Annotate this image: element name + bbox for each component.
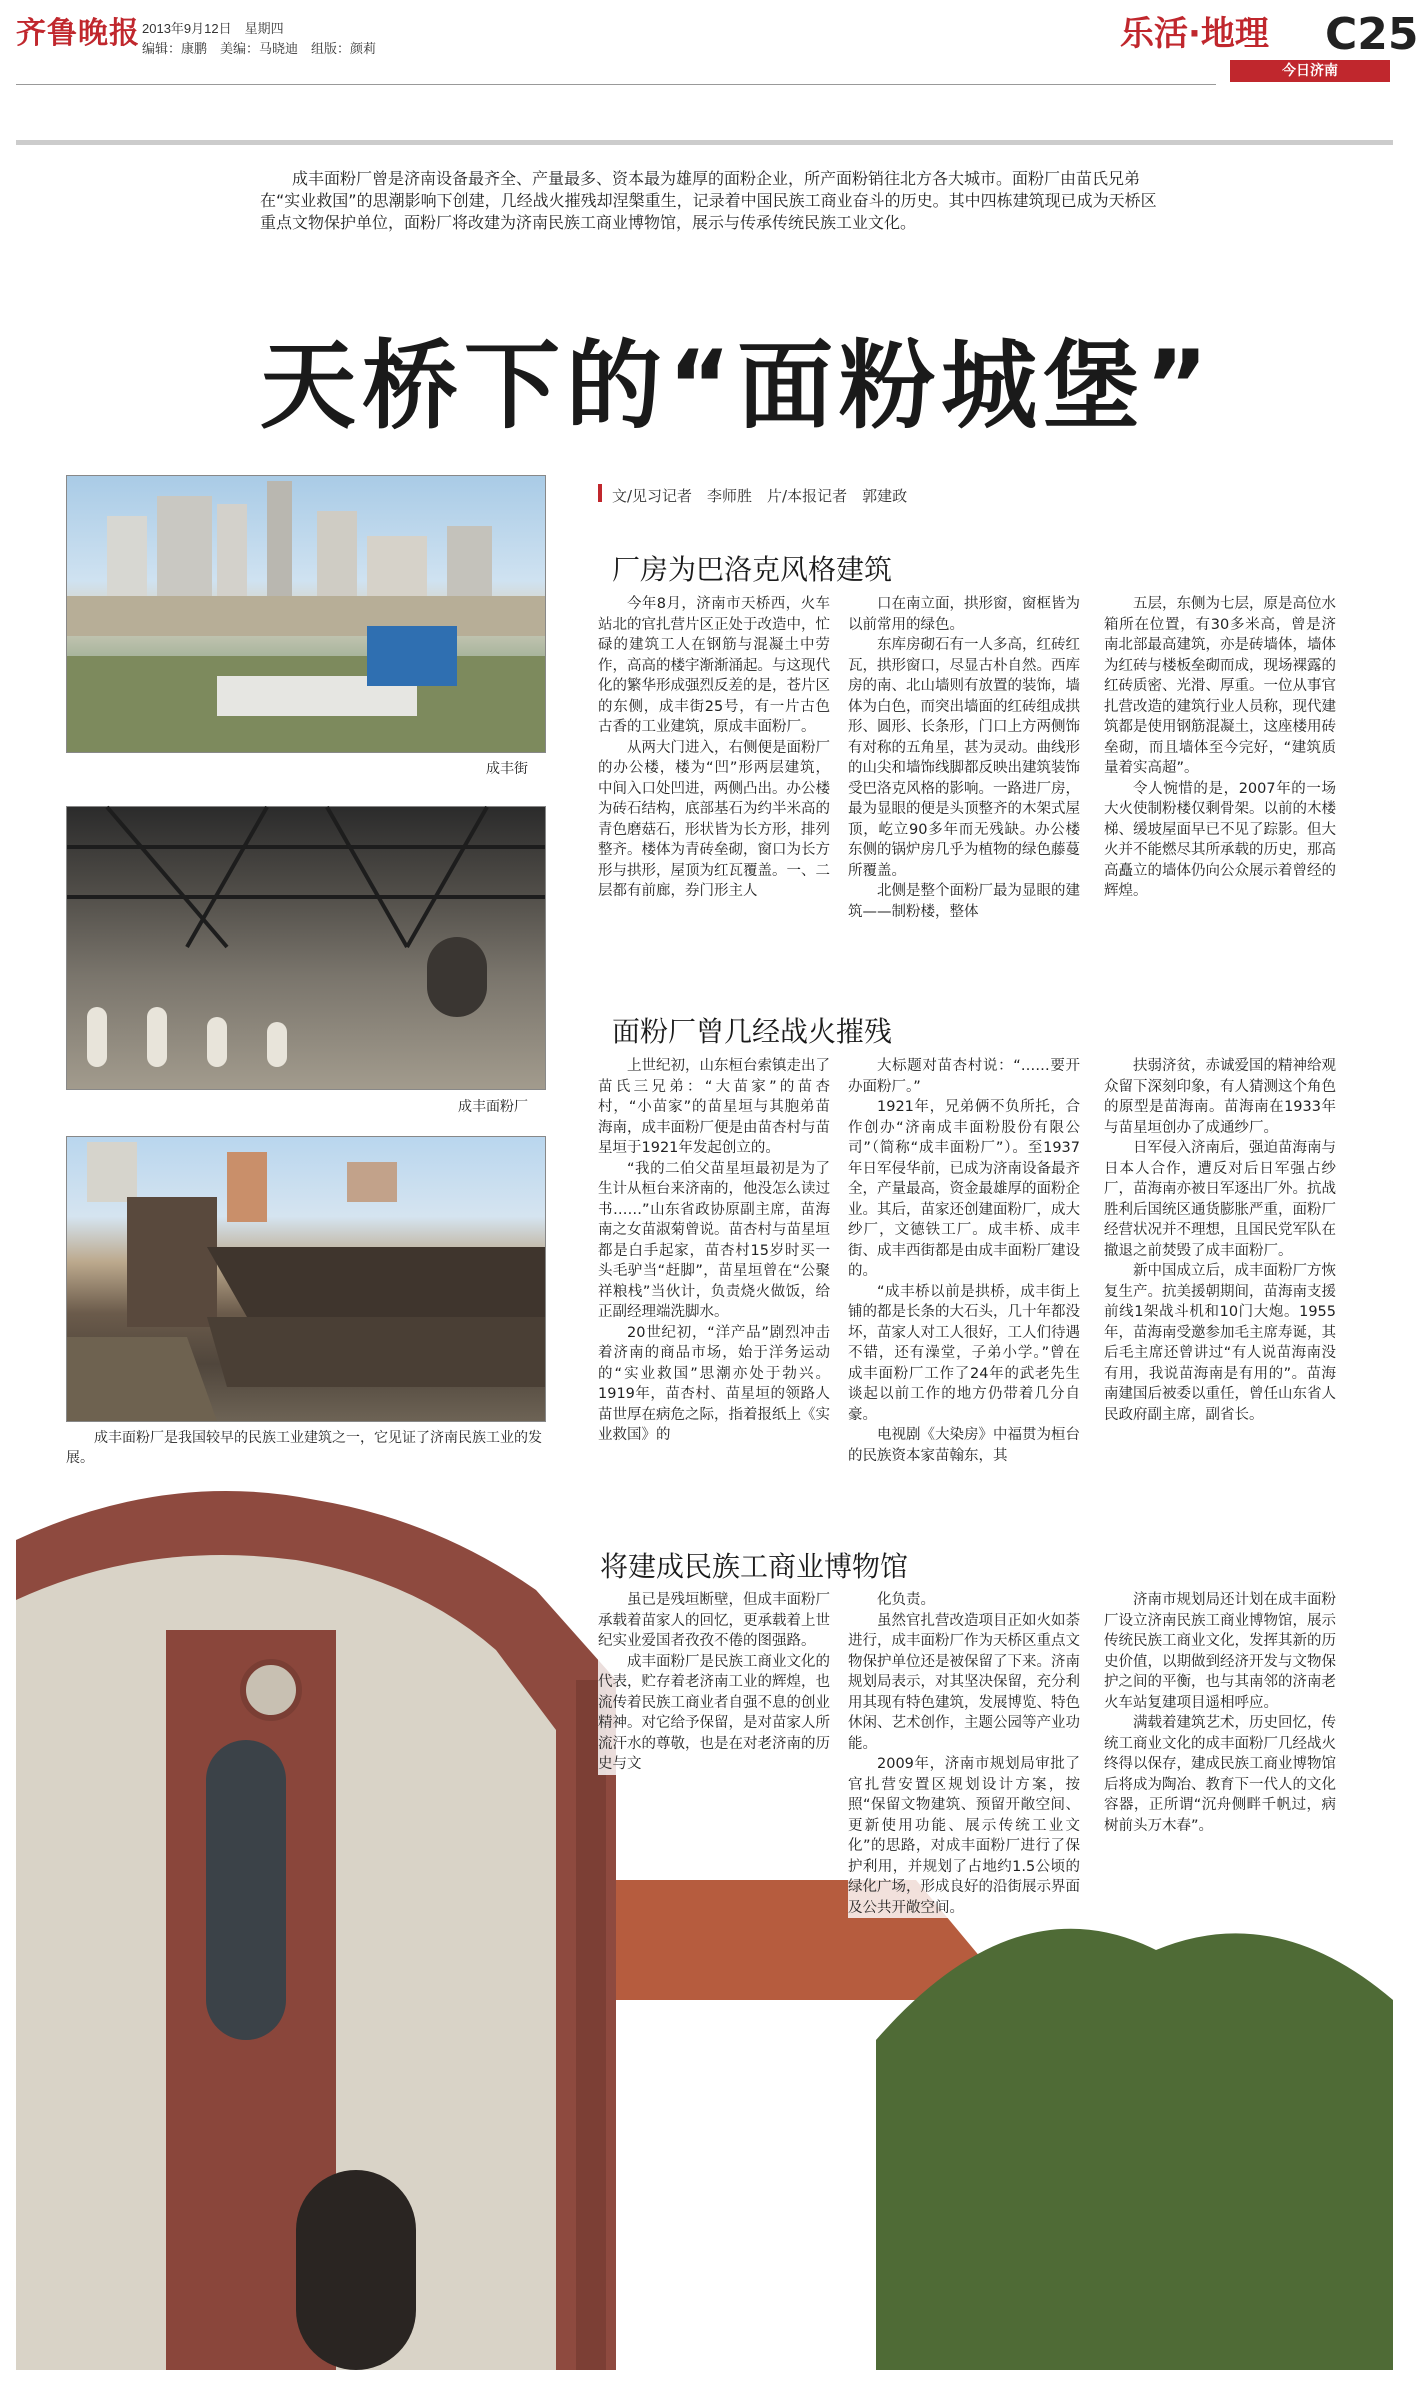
lead-paragraph: 成丰面粉厂曾是济南设备最齐全、产量最多、资本最为雄厚的面粉企业，所产面粉销往北方各大城市。面粉厂由苗氏兄弟在“实业救国”的思潮影响下创建，几经战火摧残却涅槃重生，记录着中国民族工商业奋斗的历史。其中四栋建筑现已成为天桥区重点文物保护单位，面粉厂将改建为济南民族工商业博物馆，展示与传承传统民族工业文化。 — [260, 169, 1157, 232]
city-skyline-illustration — [67, 476, 545, 752]
photo1-caption: 成丰街 — [486, 761, 528, 777]
photo-factory-interior — [66, 806, 546, 1090]
headline: 天桥下的“面粉城堡” — [260, 330, 1215, 442]
section2-col3: 扶弱济贫，赤诚爱国的精神给观众留下深刻印象，有人猜测这个角色的原型是苗海南。苗海南在1933年与苗星垣创办了成通纱厂。 日军侵入济南后，强迫苗海南与日本人合作，遭反对后日军强占纱厂，苗海南亦被日军逐出厂外。抗战胜利后国统区通货膨胀严重，面粉厂经营状况并不理想，且国民党军队在撤退之前焚毁了成丰面粉厂。 新中国成立后，成丰面粉厂方恢复生产。抗美援朝期间，苗海南支援前线1架战斗机和10门大炮。1955年，苗海南受邀参加毛主席寿诞，其后毛主席还曾讲过“有人说苗海南没有用，我说苗海南是有用的”。苗海南建国后被委以重任，曾任山东省人民政府副主席，副省长。 — [1104, 1058, 1336, 1423]
photo3-caption: 成丰面粉厂是我国较早的民族工业建筑之一，它见证了济南民族工业的发展。 — [66, 1430, 542, 1466]
section-name: 乐活·地理 — [1120, 14, 1269, 54]
page-number: C25 — [1325, 9, 1419, 60]
editor-credits: 编辑：康鹏 美编：马晓迪 组版：颜莉 — [142, 41, 377, 56]
byline-marker — [598, 484, 602, 502]
factory-roofs-illustration — [67, 1137, 545, 1421]
photo-factory-roofs — [66, 1136, 546, 1422]
roof-truss-illustration — [67, 807, 545, 1089]
divider — [16, 140, 1393, 145]
section3-title: 将建成民族工商业博物馆 — [600, 1550, 909, 1583]
section2-col2: 大标题对苗杏村说：“……要开办面粉厂。” 1921年，兄弟俩不负所托，合作创办“济南成丰面粉股份有限公司”（简称“成丰面粉厂”）。至1937年日军侵华前，已成为济南设备最齐全，产量最高，资金最雄厚的面粉企业。其后，苗家还创建面粉厂，成大纱厂，文德铁工厂。成丰桥、成丰街、成丰西街都是由成丰面粉厂建设的。 “成丰桥以前是拱桥，成丰街上铺的都是长条的大石头，几十年都没坏，苗家人对工人很好，工人们待遇不错，还有澡堂，子弟小学。”曾在成丰面粉厂工作了24年的武老先生谈起以前工作的地方仍带着几分自豪。 电视剧《大染房》中福贯为桓台的民族资本家苗翰东，其 — [848, 1058, 1080, 1464]
header-rule — [16, 84, 1216, 85]
edition-label: 今日济南 — [1230, 60, 1390, 82]
byline: 文/见习记者 李师胜 片/本报记者 郭建政 — [612, 487, 908, 505]
section1-col3: 五层，东侧为七层，原是高位水箱所在位置，有30多米高，曾是济南北部最高建筑，亦是砖墙体，墙体为红砖与楼板垒砌而成，现场裸露的红砖质密、光滑、厚重。一位从事官扎营改造的建筑行业人员称，现代建筑都是使用钢筋混凝土，这座楼用砖垒砌，而且墙体至今完好，“建筑质量着实高超”。 令人惋惜的是，2007年的一场大火使制粉楼仅剩骨架。以前的木楼梯、缓坡屋面早已不见了踪影。但大火并不能燃尽其所承载的历史，那高高矗立的墙体仍向公众展示着曾经的辉煌。 — [1104, 596, 1336, 899]
issue-date: 2013年9月12日 星期四 — [142, 21, 284, 36]
section2-title: 面粉厂曾几经战火摧残 — [612, 1015, 893, 1048]
section1-title: 厂房为巴洛克风格建筑 — [612, 553, 893, 586]
masthead-logo: 齐鲁晚报 — [16, 16, 140, 51]
section3-col2: 化负责。 虽然官扎营改造项目正如火如荼进行，成丰面粉厂作为天桥区重点文物保护单位还是被保留了下来。济南规划局表示，对其坚决保留，充分利用其现有特色建筑，发展博览、特色休闲、艺术创作，主题公园等产业功能。 2009年，济南市规划局审批了官扎营安置区规划设计方案，按照“保留文物建筑、预留开敞空间、更新使用功能、展示传统工业文化”的思路，对成丰面粉厂进行了保护利用，并规划了占地约1.5公顷的绿化广场，形成良好的沿街展示界面及公共开敞空间。 — [848, 1590, 1080, 1918]
section1-col1: 今年8月，济南市天桥西，火车站北的官扎营片区正处于改造中，忙碌的建筑工人在钢筋与混凝土中劳作，高高的楼宇渐渐涌起。与这现代化的繁华形成强烈反差的是，苍片区的东侧，成丰街25号，有一片古色古香的工业建筑，原成丰面粉厂。 从两大门进入，右侧便是面粉厂的办公楼，楼为“凹”形两层建筑，中间入口处凹进，两侧凸出。办公楼为砖石结构，底部基石为约半米高的青色磨菇石，形状皆为长方形，排列整齐。楼体为青砖垒砌，窗口为长方形与拱形，屋顶为红瓦覆盖。一、二层都有前廊，券门形主人 — [598, 596, 830, 899]
section3-col1: 虽已是残垣断壁，但成丰面粉厂承载着苗家人的回忆，更承载着上世纪实业爱国者孜孜不倦的图强路。 成丰面粉厂是民族工商业文化的代表，贮存着老济南工业的辉煌，也流传着民族工商业者自强不息的创业精神。对它给予保留，是对苗家人所流汗水的尊敬，也是在对老济南的历史与文 — [598, 1590, 830, 1775]
photo2-caption: 成丰面粉厂 — [458, 1099, 528, 1115]
section1-col2: 口在南立面，拱形窗，窗框皆为以前常用的绿色。 东库房砌石有一人多高，红砖红瓦，拱形窗口，尽显古朴自然。西库房的南、北山墙则有放置的装饰，墙体为白色，而突出墙面的红砖组成拱形、圆形、长条形，门口上方两侧饰有对称的五角星，甚为灵动。曲线形的山尖和墙饰线脚都反映出建筑装饰受巴洛克风格的影响。一路进厂房，最为显眼的便是头顶整齐的木架式屋顶，屹立90多年而无残缺。办公楼东侧的锅炉房几乎为植物的绿色藤蔓所覆盖。 北侧是整个面粉厂最为显眼的建筑——制粉楼，整体 — [848, 596, 1080, 920]
section2-col1: 上世纪初，山东桓台索镇走出了苗氏三兄弟：“大苗家”的苗杏村，“小苗家”的苗星垣与其胞弟苗海南，成丰面粉厂便是由苗杏村与苗星垣于1921年发起创立的。 “我的二伯父苗星垣最初是为了生计从桓台来济南的，他没怎么读过书……”山东省政协原副主席，苗海南之女苗淑菊曾说。苗杏村与苗星垣都是白手起家，苗杏村15岁时买一头毛驴当“赶脚”，苗星垣曾在“公聚祥粮栈”当伙计，负责烧火做饭，给正副经理端洗脚水。 20世纪初，“洋产品”剧烈冲击着济南的商品市场，始于洋务运动的“实业救国”思潮亦处于勃兴。1919年，苗杏村、苗星垣的领路人苗世厚在病危之际，指着报纸上《实业救国》的 — [598, 1058, 830, 1443]
photo-chengfeng-street — [66, 475, 546, 753]
section3-col3: 济南市规划局还计划在成丰面粉厂设立济南民族工商业博物馆，展示传统民族工商业文化，发挥其新的历史价值，以期做到经济开发与文物保护之间的平衡，也与其南邻的济南老火车站复建项目遥相呼应。 满载着建筑艺术，历史回忆，传统工商业文化的成丰面粉厂几经战火终得以保存，建成民族工商业博物馆后将成为陶冶、教育下一代人的文化容器，正所谓“沉舟侧畔千帆过，病树前头万木春”。 — [1104, 1590, 1336, 1836]
